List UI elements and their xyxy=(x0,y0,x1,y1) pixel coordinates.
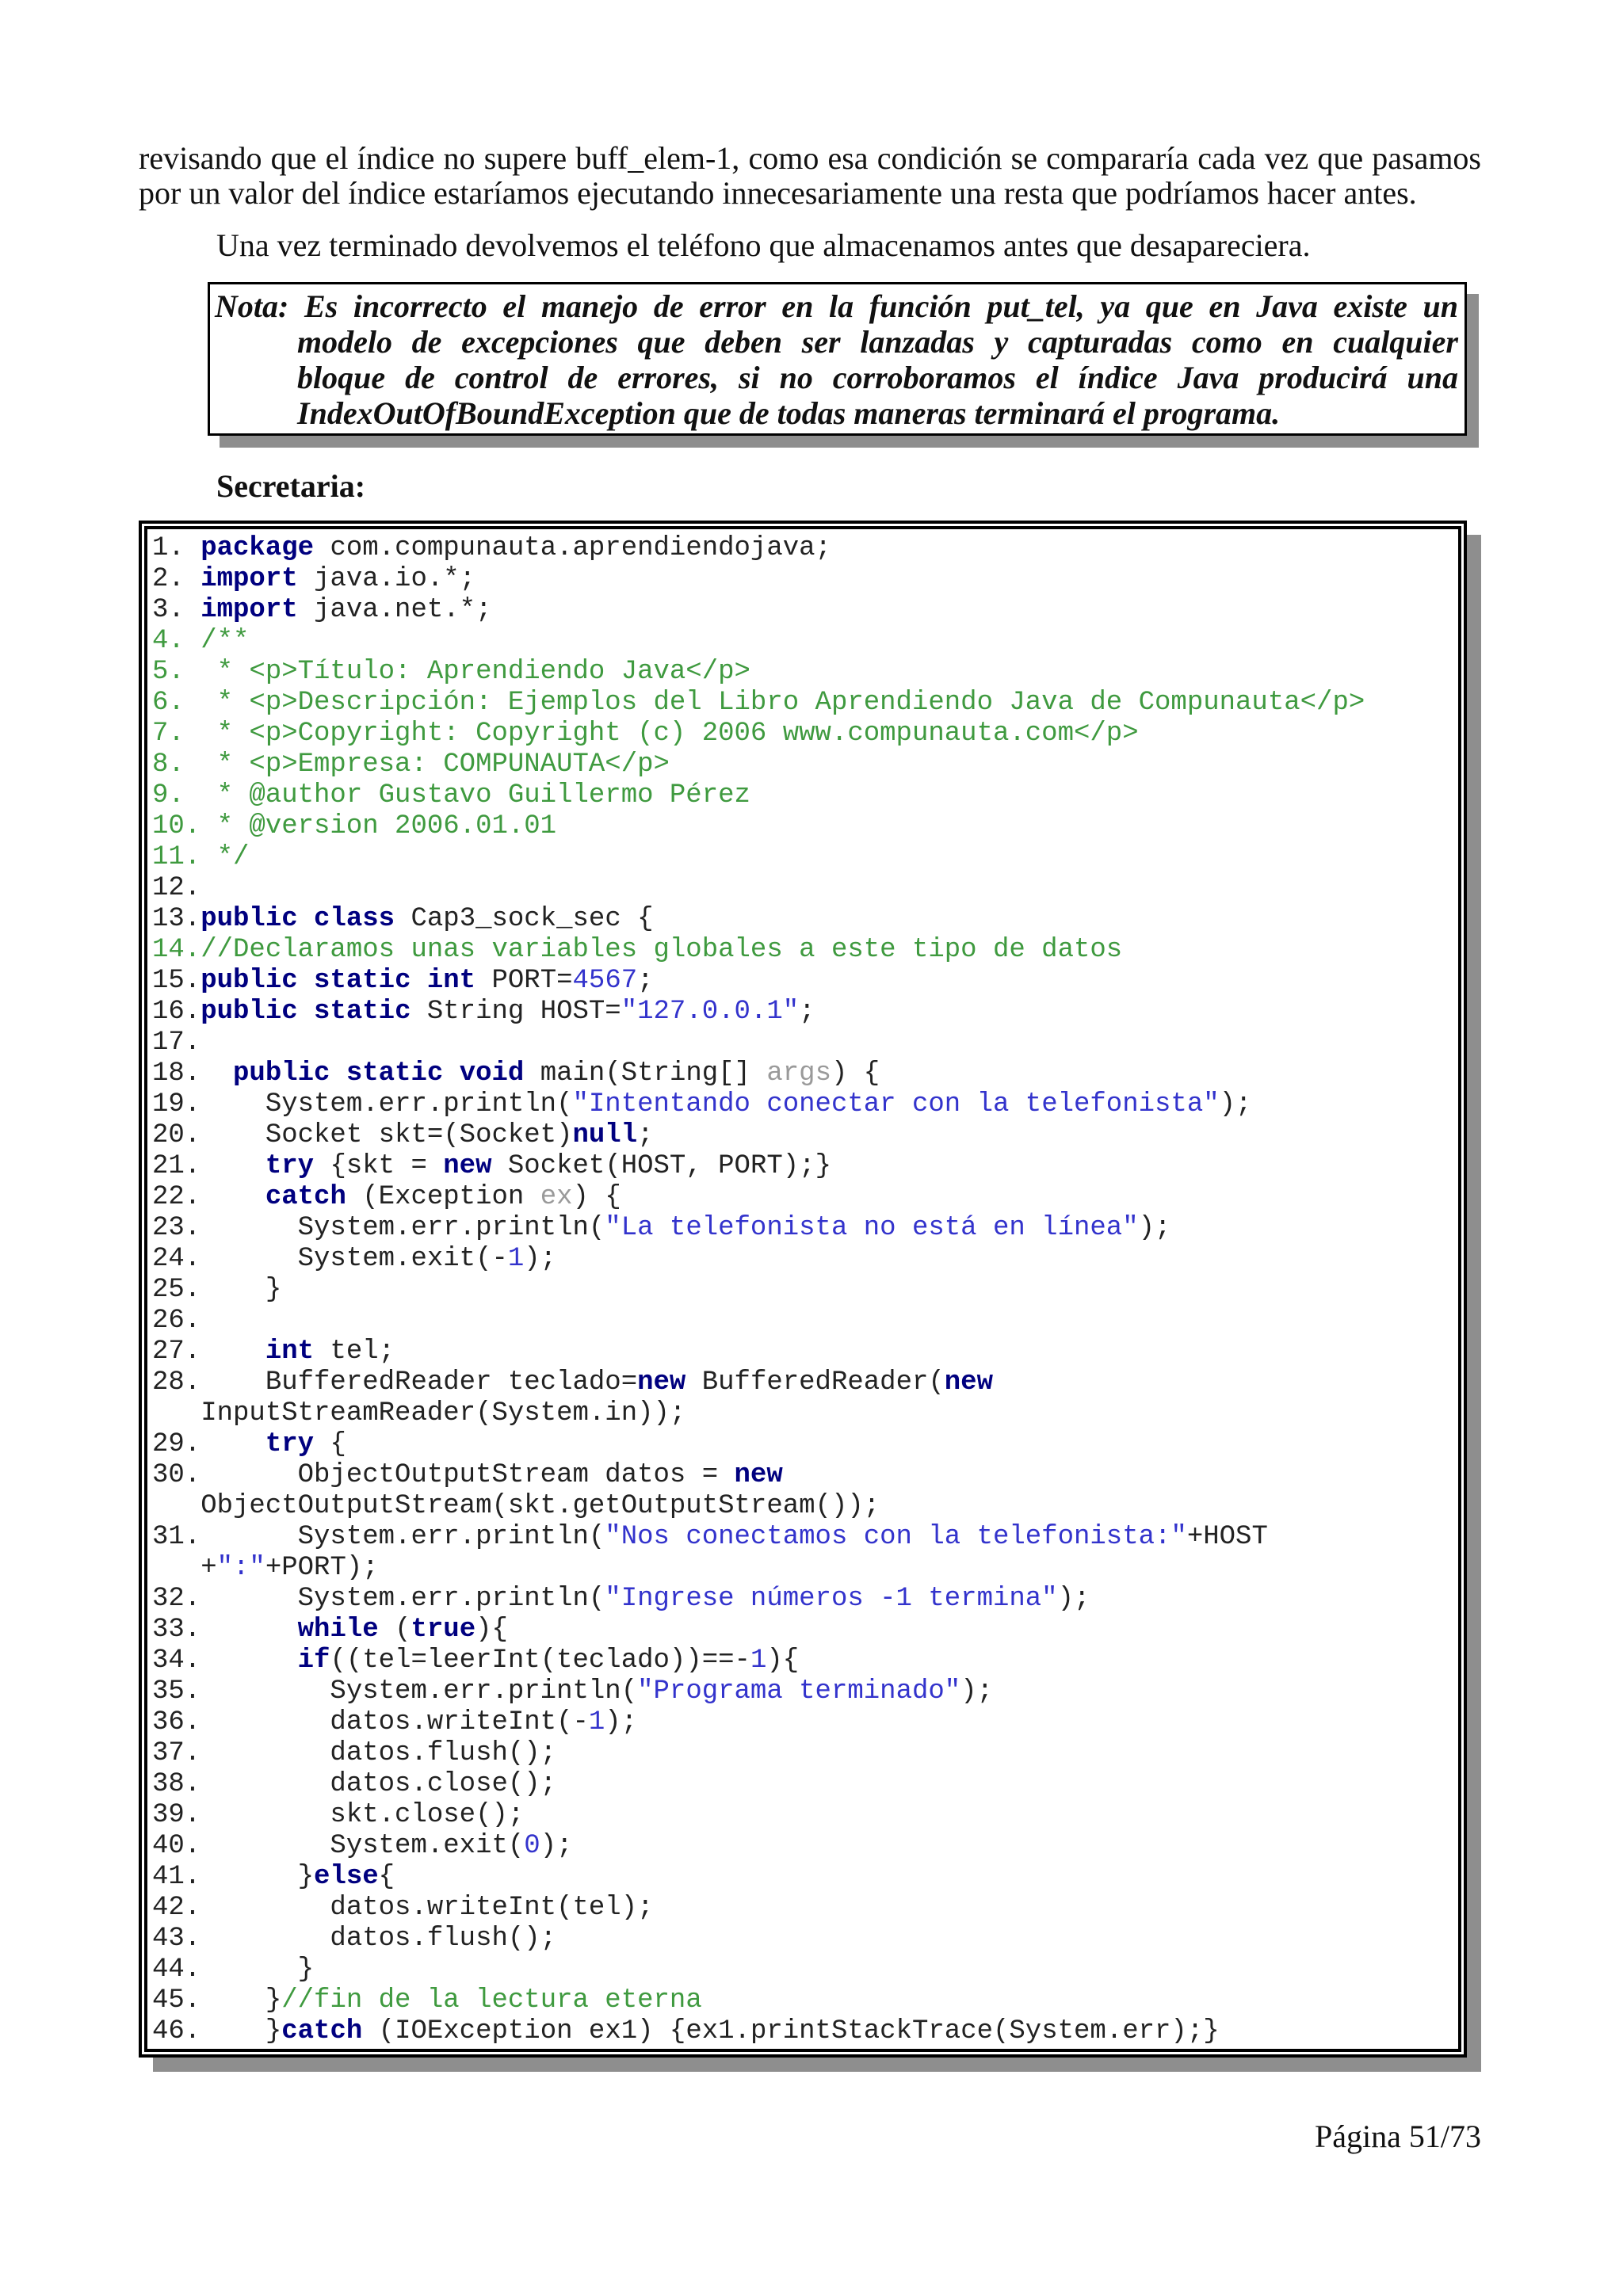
code-text: +HOST xyxy=(1186,1522,1268,1552)
code-text: 38. datos.close(); xyxy=(152,1769,557,1799)
code-text: ) { xyxy=(831,1058,880,1089)
code-line xyxy=(152,1120,1453,1151)
code-text: Socket(HOST, PORT);} xyxy=(491,1151,831,1181)
code-line xyxy=(152,1244,1453,1275)
code-text: 37. datos.flush(); xyxy=(152,1738,557,1768)
body-paragraph xyxy=(139,141,1481,211)
code-line xyxy=(152,1429,1453,1460)
code-text: PORT= xyxy=(475,966,573,996)
code-text: 24. System.exit(- xyxy=(152,1244,508,1274)
code-text: 27. xyxy=(152,1337,265,1367)
code-keyword: catch xyxy=(281,2016,363,2046)
code-line xyxy=(152,873,1453,904)
code-keyword: static xyxy=(314,997,411,1027)
code-text: ); xyxy=(1138,1213,1171,1243)
code-keyword: try xyxy=(265,1429,315,1459)
code-line xyxy=(152,935,1453,966)
code-text: {skt = xyxy=(314,1151,444,1181)
code-number: 0 xyxy=(524,1831,540,1861)
code-keyword: new xyxy=(734,1460,783,1490)
code-text: ); xyxy=(524,1244,557,1274)
section-heading: Secretaria: xyxy=(216,468,366,504)
code-line xyxy=(152,1615,1453,1646)
code-line xyxy=(152,1337,1453,1367)
paragraph-line: por un valor del índice estaríamos ejecutando innecesariamente una resta que podríamos hacer antes. xyxy=(139,175,1417,211)
code-line xyxy=(152,1800,1453,1831)
code-text: ((tel=leerInt(teclado))==- xyxy=(330,1646,750,1676)
code-text: ); xyxy=(1057,1584,1090,1614)
code-text: 33. xyxy=(152,1615,298,1645)
code-listing xyxy=(139,521,1467,2058)
code-text: 44. } xyxy=(152,1955,315,1985)
code-text: 12. xyxy=(152,873,201,903)
code-line xyxy=(152,1831,1453,1862)
code-number: 1 xyxy=(588,1707,605,1737)
code-text xyxy=(298,966,314,996)
code-comment: 6. * <p>Descripción: Ejemplos del Libro Aprendiendo Java de Compunauta</p> xyxy=(152,688,1365,718)
code-line xyxy=(152,1893,1453,1924)
code-text: 15. xyxy=(152,966,201,996)
code-text: 31. System.err.println( xyxy=(152,1522,605,1552)
code-line xyxy=(152,1924,1453,1955)
code-line xyxy=(152,1398,1453,1429)
code-comment: 5. * <p>Título: Aprendiendo Java</p> xyxy=(152,657,750,687)
body-paragraph: Una vez terminado devolvemos el teléfono que almacenamos antes que desapareciera. xyxy=(216,227,1311,263)
code-string: "Nos conectamos con la telefonista:" xyxy=(605,1522,1187,1552)
code-text xyxy=(330,1058,346,1089)
code-text: ){ xyxy=(475,1615,508,1645)
code-text: 21. xyxy=(152,1151,265,1181)
paragraph-line: revisando que el índice no supere buff_elem-1, como esa condición se compararía cada vez que pasamos xyxy=(139,140,1481,176)
code-line xyxy=(152,1460,1453,1491)
code-text: 13. xyxy=(152,904,201,934)
page-number: Página 51/73 xyxy=(1315,2119,1481,2154)
code-text: ){ xyxy=(766,1646,800,1676)
code-text xyxy=(298,997,314,1027)
code-line xyxy=(152,1058,1453,1089)
code-text: 39. skt.close(); xyxy=(152,1800,525,1830)
code-keyword: void xyxy=(459,1058,525,1089)
code-text: ObjectOutputStream(skt.getOutputStream()); xyxy=(152,1491,880,1521)
code-string: "La telefonista no está en línea" xyxy=(605,1213,1139,1243)
code-text: ; xyxy=(637,966,654,996)
code-keyword: static xyxy=(314,966,411,996)
code-keyword: catch xyxy=(265,1182,346,1212)
code-keyword: if xyxy=(297,1646,330,1676)
code-text: { xyxy=(378,1862,395,1892)
code-keyword: public xyxy=(233,1058,330,1089)
code-text xyxy=(443,1058,459,1089)
code-keyword: true xyxy=(411,1615,476,1645)
code-text: 20. Socket skt=(Socket) xyxy=(152,1120,573,1150)
code-number: 1 xyxy=(507,1244,525,1274)
code-text: 36. datos.writeInt(- xyxy=(152,1707,589,1737)
code-line xyxy=(152,626,1453,657)
code-line xyxy=(152,564,1453,595)
code-line xyxy=(152,1306,1453,1337)
code-text: { xyxy=(314,1429,346,1459)
code-line xyxy=(152,1522,1453,1553)
code-text: ); xyxy=(1219,1089,1252,1119)
code-comment: 7. * <p>Copyright: Copyright (c) 2006 www.compunauta.com</p> xyxy=(152,719,1139,749)
code-line xyxy=(152,1151,1453,1182)
code-keyword: else xyxy=(314,1862,379,1892)
code-line xyxy=(152,811,1453,842)
code-line xyxy=(152,780,1453,811)
code-text: ); xyxy=(540,1831,573,1861)
code-text: 41. } xyxy=(152,1862,315,1892)
code-line xyxy=(152,2016,1453,2047)
code-text: 46. } xyxy=(152,2016,282,2046)
code-text: 19. System.err.println( xyxy=(152,1089,573,1119)
code-text: 26. xyxy=(152,1306,201,1336)
code-comment: 10. * @version 2006.01.01 xyxy=(152,811,557,841)
code-text: 40. System.exit( xyxy=(152,1831,525,1861)
code-line xyxy=(152,1182,1453,1213)
code-text: main(String[] xyxy=(524,1058,767,1089)
code-string: "127.0.0.1" xyxy=(621,997,800,1027)
code-text: 3. xyxy=(152,595,201,625)
code-line xyxy=(152,1646,1453,1676)
code-line xyxy=(152,1738,1453,1769)
code-text: ) { xyxy=(572,1182,621,1212)
code-comment: 11. */ xyxy=(152,842,250,872)
code-text xyxy=(411,966,426,996)
code-keyword: try xyxy=(265,1151,315,1181)
code-text xyxy=(298,904,314,934)
code-line xyxy=(152,1985,1453,2016)
code-keyword: null xyxy=(572,1120,638,1150)
code-line xyxy=(152,749,1453,780)
code-line xyxy=(152,1676,1453,1707)
code-text: (IOException ex1) {ex1.printStackTrace(System.err);} xyxy=(362,2016,1220,2046)
code-number: 1 xyxy=(750,1646,767,1676)
code-line xyxy=(152,904,1453,935)
code-string: ":" xyxy=(216,1553,265,1583)
code-keyword: int xyxy=(426,966,476,996)
code-line xyxy=(152,1089,1453,1120)
code-text: 34. xyxy=(152,1646,298,1676)
code-keyword: public xyxy=(200,904,298,934)
code-text: String HOST= xyxy=(411,997,621,1027)
code-keyword: while xyxy=(297,1615,379,1645)
code-line xyxy=(152,1955,1453,1985)
code-string: "Intentando conectar con la telefonista" xyxy=(572,1089,1220,1119)
code-comment: 8. * <p>Empresa: COMPUNAUTA</p> xyxy=(152,749,670,780)
code-keyword: new xyxy=(637,1367,686,1398)
code-line xyxy=(152,595,1453,626)
code-line xyxy=(152,1491,1453,1522)
code-line xyxy=(152,719,1453,749)
code-keyword: import xyxy=(200,564,298,594)
code-text: ; xyxy=(637,1120,654,1150)
code-text: 45. } xyxy=(152,1985,282,2016)
code-line xyxy=(152,997,1453,1028)
code-unused-variable: ex xyxy=(540,1182,573,1212)
code-text: java.net.*; xyxy=(297,595,492,625)
code-text: 30. ObjectOutputStream datos = xyxy=(152,1460,735,1490)
code-text: 1. xyxy=(152,533,201,563)
code-line xyxy=(152,966,1453,997)
code-text: (Exception xyxy=(346,1182,540,1212)
code-string: "Ingrese números -1 termina" xyxy=(605,1584,1058,1614)
note-line: bloque de control de errores, si no corroboramos el índice Java producirá una xyxy=(297,360,1458,395)
code-text: 32. System.err.println( xyxy=(152,1584,605,1614)
code-keyword: import xyxy=(200,595,298,625)
code-line xyxy=(152,533,1453,564)
code-comment: //fin de la lectura eterna xyxy=(281,1985,702,2016)
code-string: "Programa terminado" xyxy=(637,1676,961,1707)
code-line xyxy=(152,1553,1453,1584)
code-text: 42. datos.writeInt(tel); xyxy=(152,1893,654,1923)
note-line: IndexOutOfBoundException que de todas maneras terminará el programa. xyxy=(297,395,1281,431)
code-text: java.io.*; xyxy=(297,564,476,594)
code-line xyxy=(152,1769,1453,1800)
code-text: ); xyxy=(605,1707,638,1737)
code-text: InputStreamReader(System.in)); xyxy=(152,1398,686,1428)
code-line xyxy=(152,688,1453,719)
code-keyword: public xyxy=(200,997,298,1027)
code-keyword: class xyxy=(314,904,395,934)
code-text: 16. xyxy=(152,997,201,1027)
code-text: + xyxy=(152,1553,217,1583)
code-keyword: new xyxy=(443,1151,492,1181)
code-unused-variable: args xyxy=(766,1058,831,1089)
code-keyword: public xyxy=(200,966,298,996)
code-number: 4567 xyxy=(572,966,638,996)
code-line xyxy=(152,1275,1453,1306)
code-text: 18. xyxy=(152,1058,234,1089)
note-line: modelo de excepciones que deben ser lanzadas y capturadas como en cualquier xyxy=(297,324,1458,360)
code-text: 17. xyxy=(152,1028,201,1058)
code-keyword: package xyxy=(200,533,315,563)
code-line xyxy=(152,1367,1453,1398)
code-text: 43. datos.flush(); xyxy=(152,1924,557,1954)
code-line xyxy=(152,1213,1453,1244)
note-line: Nota: Es incorrecto el manejo de error en la función put_tel, ya que en Java existe un xyxy=(215,288,1458,324)
code-text: Cap3_sock_sec { xyxy=(395,904,654,934)
code-text: 25. } xyxy=(152,1275,282,1305)
code-text: com.compunauta.aprendiendojava; xyxy=(314,533,831,563)
code-text: 2. xyxy=(152,564,201,594)
code-text: ; xyxy=(799,997,815,1027)
code-line xyxy=(152,1584,1453,1615)
code-text: +PORT); xyxy=(265,1553,379,1583)
code-comment: 14.//Declaramos unas variables globales a este tipo de datos xyxy=(152,935,1123,965)
code-keyword: static xyxy=(346,1058,444,1089)
code-text: 28. BufferedReader teclado= xyxy=(152,1367,638,1398)
code-line xyxy=(152,1707,1453,1738)
code-line xyxy=(152,1028,1453,1058)
code-comment: 4. /** xyxy=(152,626,250,656)
code-keyword: int xyxy=(265,1337,315,1367)
code-text: tel; xyxy=(314,1337,395,1367)
code-text: ( xyxy=(378,1615,411,1645)
code-text: ); xyxy=(960,1676,993,1707)
code-text: 29. xyxy=(152,1429,265,1459)
code-line xyxy=(152,842,1453,873)
code-comment: 9. * @author Gustavo Guillermo Pérez xyxy=(152,780,750,810)
note-box xyxy=(208,282,1467,436)
code-line xyxy=(152,1862,1453,1893)
code-text: 22. xyxy=(152,1182,265,1212)
code-line xyxy=(152,657,1453,688)
code-keyword: new xyxy=(944,1367,993,1398)
code-text: 35. System.err.println( xyxy=(152,1676,638,1707)
code-text: 23. System.err.println( xyxy=(152,1213,605,1243)
code-text: BufferedReader( xyxy=(685,1367,945,1398)
